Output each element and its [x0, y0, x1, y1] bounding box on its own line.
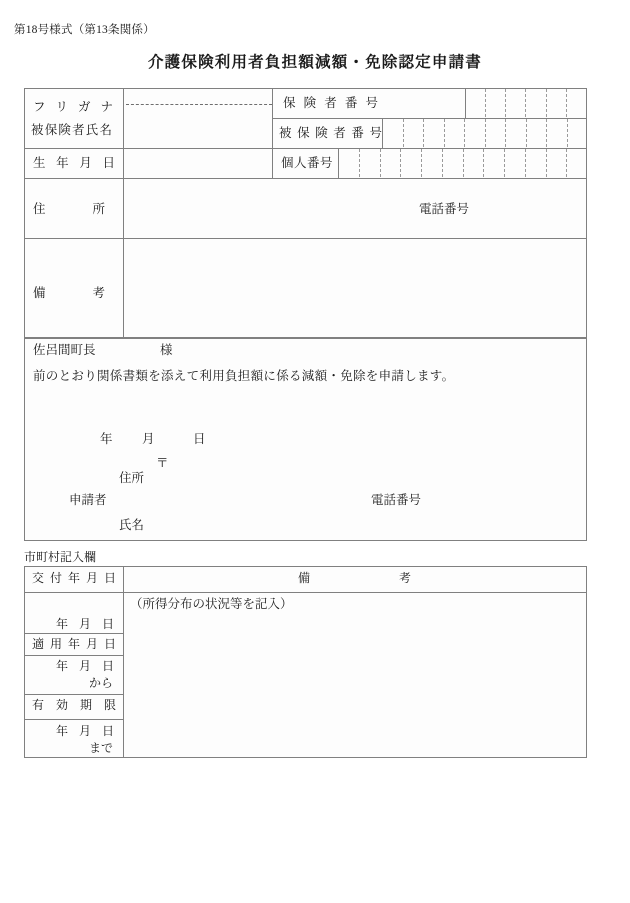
insured-number-cell-divider [526, 119, 527, 147]
personal-number-cell-divider [463, 149, 464, 177]
statement-date-year: 年 [100, 432, 113, 446]
personal-number-label: 個人番号 [281, 156, 334, 170]
insurer-number-cell-divider [566, 89, 567, 117]
municipal-col-remarks-label-a: 備 [298, 571, 311, 585]
applicant-table-col-divider-2 [272, 88, 273, 178]
insured-number-cell-divider [546, 119, 547, 147]
personal-number-cell-divider [483, 149, 484, 177]
postal-code-icon: 〒 [156, 456, 169, 470]
personal-number-grid-start [338, 148, 339, 178]
personal-number-cell-divider [504, 149, 505, 177]
insured-number-cell-divider [403, 119, 404, 147]
birthdate-label: 生 年 月 日 [33, 156, 115, 170]
municipal-remarks-note: （所得分布の状況等を記入） [130, 597, 293, 611]
municipal-validity-header: 有 効 期 限 [32, 698, 116, 712]
statement-date-day: 日 [193, 432, 206, 446]
personal-number-cell-divider [546, 149, 547, 177]
personal-number-cell-divider [421, 149, 422, 177]
form-number: 第18号様式（第13条関係） [14, 24, 155, 36]
addressee-honorific: 様 [160, 343, 173, 357]
municipal-issue-date-row: 年 月 日 [56, 617, 114, 631]
insured-name-label: 被保険者氏名 [31, 123, 114, 137]
municipal-validity-date-row: 年 月 日 [56, 724, 114, 738]
furigana-label: フ リ ガ ナ [33, 100, 113, 114]
row-divider-hokensha [272, 118, 587, 119]
insured-number-grid-start [382, 118, 383, 148]
municipal-table-col-divider [123, 566, 124, 758]
insurer-number-cell-divider [485, 89, 486, 117]
personal-number-cell-divider [566, 149, 567, 177]
personal-number-cell-divider [400, 149, 401, 177]
municipal-section-title: 市町村記入欄 [24, 550, 97, 564]
municipal-row-divider [24, 694, 123, 695]
furigana-writing-line [126, 104, 272, 105]
row-divider-name [24, 148, 272, 149]
insurer-number-cell-divider [525, 89, 526, 117]
personal-number-cell-divider [525, 149, 526, 177]
municipal-row-divider [24, 719, 123, 720]
insured-number-label: 被 保 険 者 番 号 [279, 126, 382, 140]
page-title: 介護保険利用者負担額減額・免除認定申請書 [147, 54, 482, 71]
statement-name-label: 氏名 [119, 518, 145, 532]
applicant-table-col-divider-1 [123, 88, 124, 338]
municipal-validity-date-suffix: まで [89, 741, 114, 755]
statement-address-label: 住所 [119, 471, 145, 485]
municipal-header-divider [24, 592, 587, 593]
remarks-label: 備 考 [33, 286, 105, 300]
personal-number-cell-divider [442, 149, 443, 177]
municipal-apply-date-suffix: から [89, 676, 114, 690]
insurer-number-label: 保 険 者 番 号 [283, 96, 378, 110]
insured-number-cell-divider [464, 119, 465, 147]
municipal-apply-date-header: 適 用 年 月 日 [32, 637, 116, 651]
address-row-phone-label: 電話番号 [419, 202, 470, 216]
insured-number-cell-divider [567, 119, 568, 147]
statement-phone-label: 電話番号 [371, 493, 422, 507]
insured-number-cell-divider [485, 119, 486, 147]
personal-number-cell-divider [359, 149, 360, 177]
insured-number-cell-divider [505, 119, 506, 147]
row-divider-address [24, 238, 587, 239]
statement-date-month: 月 [142, 432, 155, 446]
municipal-col-issue-date-label: 交 付 年 月 日 [32, 571, 116, 585]
personal-number-cell-divider [380, 149, 381, 177]
row-divider-hihokensha [272, 148, 587, 149]
row-divider-birth [24, 178, 587, 179]
statement-applicant-label: 申請者 [69, 493, 107, 507]
insurer-number-cell-divider [546, 89, 547, 117]
municipal-row-divider [24, 655, 123, 656]
insurer-number-cell-divider [505, 89, 506, 117]
addressee-label: 佐呂間町長 [33, 343, 96, 357]
statement-body: 前のとおり関係書類を添えて利用負担額に係る減額・免除を申請します。 [33, 369, 455, 383]
municipal-row-divider [24, 633, 123, 634]
insured-number-cell-divider [444, 119, 445, 147]
municipal-apply-date-row: 年 月 日 [56, 659, 114, 673]
address-label: 住 所 [33, 202, 105, 216]
insurer-number-grid-start [465, 88, 466, 118]
municipal-col-remarks-label-b: 考 [399, 571, 412, 585]
insured-number-cell-divider [423, 119, 424, 147]
